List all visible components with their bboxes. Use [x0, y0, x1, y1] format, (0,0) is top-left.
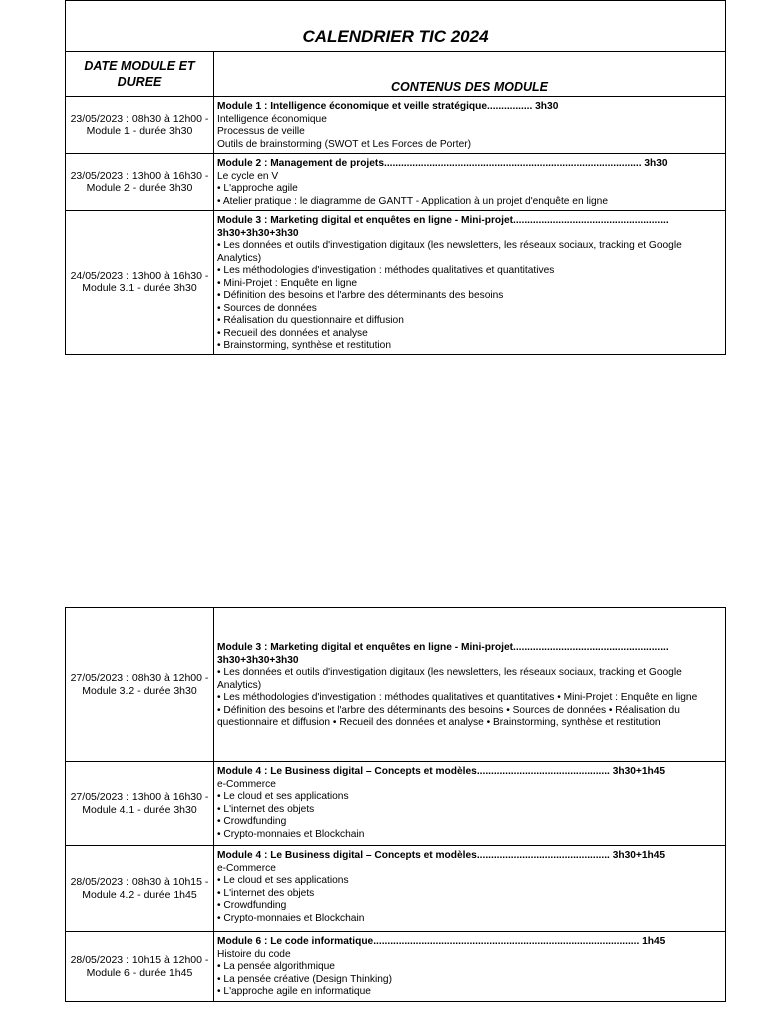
content-line: Intelligence économique: [217, 113, 327, 125]
content-line: • L'approche agile: [217, 183, 298, 194]
content-line: • Recueil des données et analyse: [217, 327, 368, 339]
module-date: 28/05/2023 : 10h15 à 12h00 - Module 6 - durée 1h45: [66, 932, 214, 1002]
module-title: Module 3 : Marketing digital et enquêtes en ligne - Mini-projet....................................................... 3h30+3h30+3h30: [217, 215, 669, 239]
table-row: [66, 762, 726, 846]
content-line: • Réalisation du questionnaire et diffusion: [217, 315, 404, 326]
page-title: CALENDRIER TIC 2024: [302, 27, 489, 46]
content-line: • Définition des besoins et l'arbre des déterminants des besoins: [217, 290, 504, 301]
table-row: [66, 97, 726, 154]
content-line: • Les méthodologies d'investigation : méthodes qualitatives et quantitatives • Mini-Projet : Enquête en ligne: [217, 692, 698, 704]
module-title: Module 1 : Intelligence économique et veille stratégique................ 3h30: [217, 101, 559, 112]
content-line: Outils de brainstorming (SWOT et Les Forces de Porter): [217, 138, 472, 150]
module-title: Module 2 : Management de projets........................................................................................... 3h30: [217, 158, 668, 169]
module-content: [214, 762, 726, 846]
table-row: [66, 154, 726, 211]
content-line: • L'internet des objets: [217, 887, 315, 899]
module-date: 27/05/2023 : 08h30 à 12h00 - Module 3.2 - durée 3h30: [66, 608, 214, 762]
content-line: Processus de veille: [217, 126, 305, 137]
content-line: • Le cloud et ses applications: [217, 875, 349, 886]
module-date: 27/05/2023 : 13h00 à 16h30 - Module 4.1 - durée 3h30: [66, 762, 214, 846]
content-line: e-Commerce: [217, 778, 276, 790]
content-line: • Les données et outils d'investigation digitaux (les newsletters, les réseaux sociaux, tracking et Google Analytics): [217, 667, 682, 691]
header-date: DATE MODULE ET DUREE: [66, 52, 214, 97]
title-cell: [66, 1, 726, 52]
module-title: Module 4 : Le Business digital – Concepts et modèles............................................... 3h30+1h45: [217, 850, 666, 861]
module-content: [214, 608, 726, 762]
content-line: • Les méthodologies d'investigation : méthodes qualitatives et quantitatives: [217, 265, 555, 276]
module-title: Module 6 : Le code informatique.............................................................................................. 1h45: [217, 936, 666, 947]
content-line: Le cycle en V: [217, 170, 279, 182]
module-date: 24/05/2023 : 13h00 à 16h30 - Module 3.1 - durée 3h30: [66, 211, 214, 355]
content-line: • L'approche agile en informatique: [217, 986, 371, 997]
module-title: Module 3 : Marketing digital et enquêtes en ligne - Mini-projet....................................................... 3h30+3h30+3h30: [217, 642, 669, 666]
module-title: Module 4 : Le Business digital – Concepts et modèles............................................... 3h30+1h45: [217, 766, 666, 777]
module-content: [214, 154, 726, 211]
content-line: • L'internet des objets: [217, 803, 315, 815]
content-line: • La pensée algorithmique: [217, 961, 335, 972]
module-content: [214, 932, 726, 1002]
module-date: 28/05/2023 : 08h30 à 10h15 - Module 4.2 - durée 1h45: [66, 846, 214, 932]
content-line: Histoire du code: [217, 948, 291, 960]
content-line: • Définition des besoins et l'arbre des déterminants des besoins • Sources de données • Réalisation du questionnaire et diffusion • Recueil des données et analyse • Brainstorming, synthèse et restitution: [217, 704, 680, 729]
content-line: • La pensée créative (Design Thinking): [217, 973, 392, 985]
content-line: • Crypto-monnaies et Blockchain: [217, 828, 365, 840]
module-date: 23/05/2023 : 08h30 à 12h00 - Module 1 - durée 3h30: [66, 97, 214, 154]
table-row: [66, 846, 726, 932]
header-content: CONTENUS DES MODULE: [214, 52, 726, 97]
module-date: 23/05/2023 : 13h00 à 16h30 - Module 2 - durée 3h30: [66, 154, 214, 211]
table-row: [66, 932, 726, 1002]
table-row: [66, 211, 726, 355]
table-row: [66, 608, 726, 762]
content-line: • Le cloud et ses applications: [217, 791, 349, 802]
module-content: [214, 97, 726, 154]
content-line: • Sources de données: [217, 302, 317, 314]
content-line: • Atelier pratique : le diagramme de GANTT - Application à un projet d'enquête en ligne: [217, 195, 608, 207]
content-line: • Les données et outils d'investigation digitaux (les newsletters, les réseaux sociaux, tracking et Google Analytics): [217, 240, 682, 264]
content-line: • Mini-Projet : Enquête en ligne: [217, 277, 358, 289]
calendar-table-1: [65, 0, 726, 355]
content-line: • Crypto-monnaies et Blockchain: [217, 912, 365, 924]
content-line: • Brainstorming, synthèse et restitution: [217, 340, 392, 351]
module-content: [214, 211, 726, 355]
content-line: e-Commerce: [217, 862, 276, 874]
content-line: • Crowdfunding: [217, 900, 287, 911]
content-line: • Crowdfunding: [217, 816, 287, 827]
calendar-table-2: [65, 607, 726, 1002]
module-content: [214, 846, 726, 932]
